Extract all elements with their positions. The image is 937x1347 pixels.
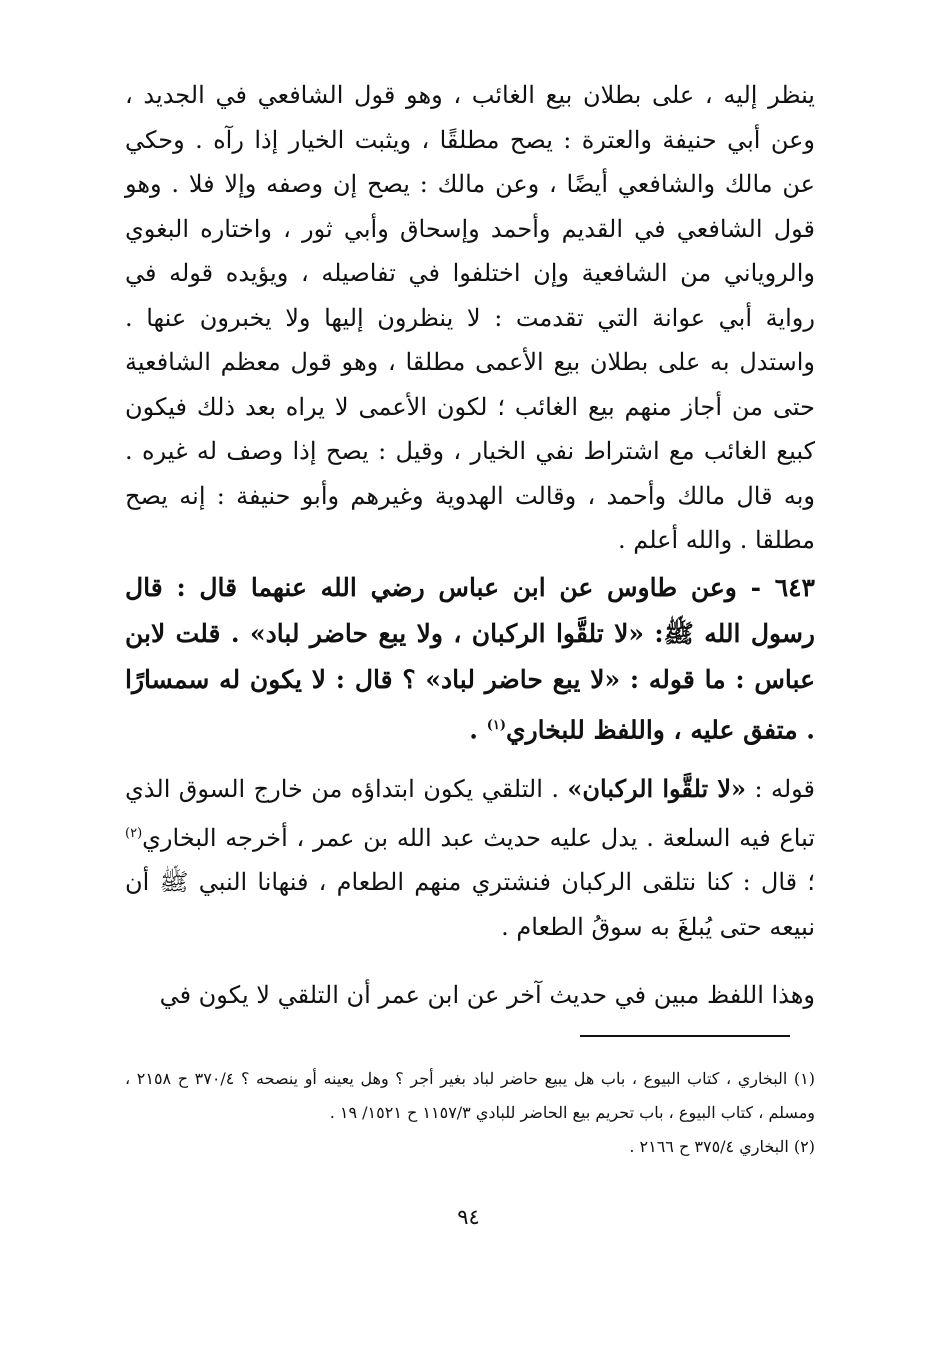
commentary-paragraph-2: [125, 767, 815, 949]
footnote-divider: [580, 1035, 790, 1037]
hadith-end: .: [469, 715, 487, 745]
commentary-text-3: وهذا اللفظ مبين في حديث آخر عن ابن عمر أن التلقي لا يكون في: [159, 981, 815, 1009]
commentary-paragraph-3: [125, 973, 815, 1018]
commentary-quote: «لا تلقَّوا الركبان»: [567, 774, 747, 803]
commentary-text-1: ينظر إليه ، على بطلان بيع الغائب ، وهو قول الشافعي في الجديد ، وعن أبي حنيفة والعترة : يصح مطلقًا ، ويثبت الخيار إذا رآه . وحكي عن مالك والشافعي أيضًا ، وعن مالك : يصح إن وصفه وإلا فلا . وهو قول الشافعي في القديم وأحمد وإسحاق وأبي ثور ، واختاره البغوي والروياني من الشافعية وإن اختلفوا في تفاصيله ، ويؤيده قوله في رواية أبي عوانة التي تقدمت : لا ينظرون إليها ولا يخبرون عنها . واستدل به على بطلان بيع الأعمى مطلقا ، وهو قول معظم الشافعية حتى من أجاز منهم بيع الغائب ؛ لكون الأعمى لا يراه بعد ذلك فيكون كبيع الغائب مع اشتراط نفي الخيار ، وقيل : يصح إذا وصف له غيره . وبه قال مالك وأحمد ، وقالت الهدوية وغيرهم وأبو حنيفة : إنه يصح مطلقا . والله أعلم .: [125, 81, 815, 554]
footnote-ref-2[interactable]: (٢): [125, 825, 143, 841]
hadith-paragraph: [125, 565, 815, 753]
hadith-text: ٦٤٣ - وعن طاوس عن ابن عباس رضي الله عنهما قال : قال رسول الله ﷺ: «لا تلقَّوا الركبان ، ولا يبع حاضر لباد» . قلت لابن عباس : ما قوله : «لا يبع حاضر لباد» ؟ قال : لا يكون له سمسارًا . متفق عليه ، واللفظ للبخاري: [125, 573, 815, 745]
footnotes-section: [125, 1062, 815, 1164]
hadith-text-wrapper: [125, 565, 815, 753]
footnote-1: (١) البخاري ، كتاب البيوع ، باب هل يبيع حاضر لباد بغير أجر ؟ وهل يعينه أو ينصحه ؟ ٣٧٠/٤ ح ٢١٥٨ ، ومسلم ، كتاب البيوع ، باب تحريم بيع الحاضر للبادي ١١٥٧/٣ ح ١٥٢١/ ١٩ .: [125, 1069, 816, 1122]
commentary-text-2-rest: ؛ قال : كنا نتلقى الركبان فنشتري منهم الطعام ، فنهانا النبي ﷺ أن نبيعه حتى يُبلغَ به سوقُ الطعام .: [125, 868, 815, 941]
commentary-paragraph-1: [125, 73, 815, 563]
page-number: ٩٤: [457, 1205, 480, 1229]
footnote-2: (٢) البخاري ٣٧٥/٤ ح ٢١٦٦ .: [629, 1137, 815, 1156]
commentary-text-2-wrapper: [125, 767, 815, 949]
commentary-lead: قوله :: [746, 775, 816, 803]
commentary-text-2: . التلقي يكون ابتداؤه من خارج السوق الذي تباع فيه السلعة . يدل عليه حديث عبد الله بن عمر ، أخرجه البخاري: [125, 775, 815, 852]
footnote-ref-1[interactable]: (١): [486, 718, 507, 733]
